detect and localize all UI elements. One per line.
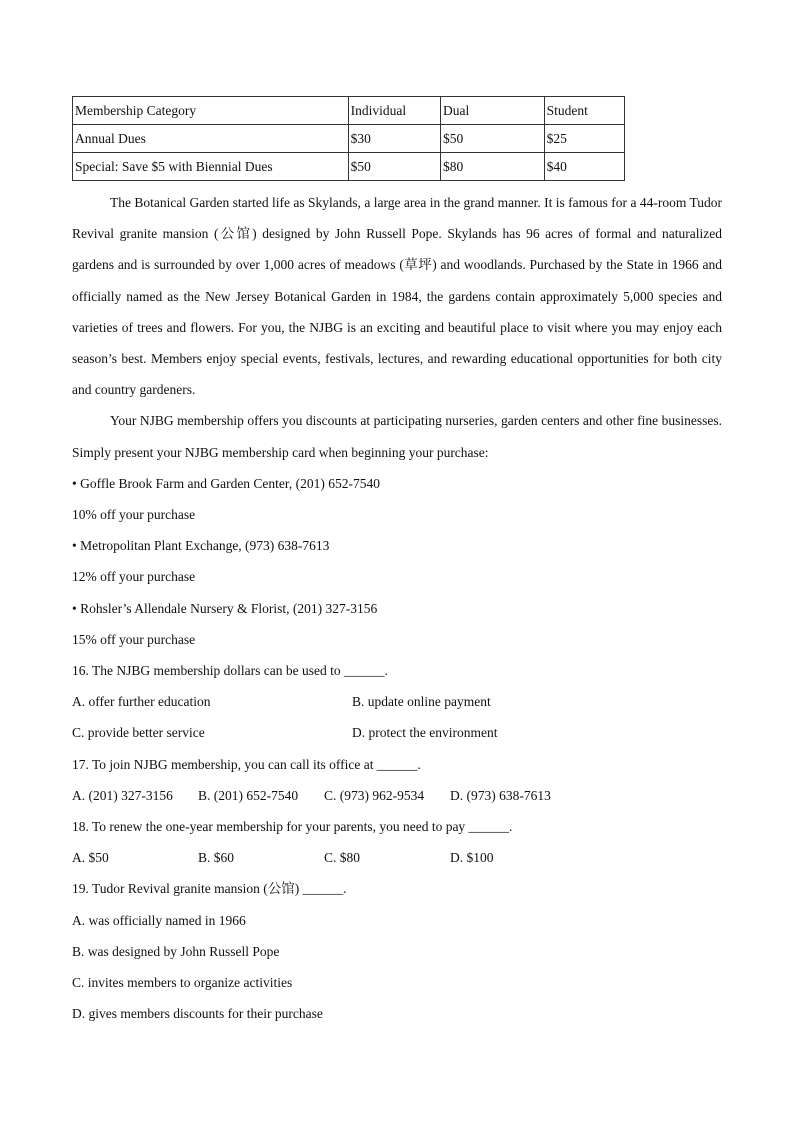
question-17-stem: 17. To join NJBG membership, you can call its office at ______. [72, 756, 421, 772]
passage-paragraph-1: The Botanical Garden started life as Skylands, a large area in the grand manner. It is famous for a 44-room Tudor Revival granite mansion (公馆) designed by John Russell Pope. Skylands has 96 acres of formal and naturalized gardens and is surrounded by over 1,000 acres of meadows (草坪) and woodlands. Purchased by the State in 1966 and officially named as the New Jersey Botanical Garden in 1984, the gardens contain approximately 5,000 species and varieties of trees and flowers. For you, the NJBG is an exciting and beautiful place to visit where you may enjoy each season’s best. Members enjoy special events, festivals, lectures, and rewarding educational opportunities for both city and country gardeners. [72, 195, 722, 398]
question-18-options [72, 842, 722, 873]
question-16-option-d: D. protect the environment [352, 725, 498, 741]
question-19-option-a: A. was officially named in 1966 [72, 912, 246, 928]
table-cell: Dual [441, 97, 545, 125]
table-cell: $25 [544, 125, 624, 153]
table-cell: Annual Dues [73, 125, 349, 153]
question-19-option-c: C. invites members to organize activities [72, 975, 293, 991]
question-18-option-c: C. $80 [324, 850, 361, 866]
discount-store-3: • Rohsler’s Allendale Nursery & Florist, (201) 327-3156 [72, 600, 378, 616]
question-17-option-a: A. (201) 327-3156 [72, 787, 173, 803]
document-page [72, 96, 722, 1029]
question-17-option-d: D. (973) 638-7613 [450, 787, 551, 803]
discount-offer-2: 12% off your purchase [72, 569, 196, 585]
question-16-option-c: C. provide better service [72, 725, 205, 741]
question-16-options-row-1 [72, 686, 722, 717]
table-cell: Student [544, 97, 624, 125]
discount-store-2: • Metropolitan Plant Exchange, (973) 638-7613 [72, 538, 330, 554]
discount-offer-1: 10% off your purchase [72, 507, 196, 523]
question-19-stem: 19. Tudor Revival granite mansion (公馆) ______. [72, 881, 347, 897]
question-16-option-a: A. offer further education [72, 694, 211, 710]
passage-paragraph-2: Your NJBG membership offers you discounts at participating nurseries, garden centers and other fine businesses. Simply present your NJBG membership card when beginning your purchase: [72, 413, 722, 460]
question-18-stem: 18. To renew the one-year membership for your parents, you need to pay ______. [72, 819, 513, 835]
table-row [73, 125, 625, 153]
table-cell: $30 [348, 125, 440, 153]
question-18-option-b: B. $60 [198, 850, 235, 866]
table-row [73, 97, 625, 125]
question-16-option-b: B. update online payment [352, 694, 491, 710]
table-cell: Membership Category [73, 97, 349, 125]
discount-store-1: • Goffle Brook Farm and Garden Center, (201) 652-7540 [72, 475, 380, 491]
question-17-option-b: B. (201) 652-7540 [198, 787, 299, 803]
question-18-option-a: A. $50 [72, 850, 109, 866]
question-16-stem: 16. The NJBG membership dollars can be used to ______. [72, 663, 388, 679]
table-cell: Special: Save $5 with Biennial Dues [73, 153, 349, 181]
table-cell: $50 [441, 125, 545, 153]
question-17-option-c: C. (973) 962-9534 [324, 787, 425, 803]
question-19-option-b: B. was designed by John Russell Pope [72, 943, 280, 959]
membership-fee-table [72, 96, 625, 181]
question-17-options [72, 780, 722, 811]
table-cell: $40 [544, 153, 624, 181]
table-cell: $80 [441, 153, 545, 181]
table-row [73, 153, 625, 181]
table-cell: Individual [348, 97, 440, 125]
question-16-options-row-2 [72, 717, 722, 748]
question-19-option-d: D. gives members discounts for their purchase [72, 1006, 323, 1022]
discount-offer-3: 15% off your purchase [72, 631, 196, 647]
question-18-option-d: D. $100 [450, 850, 494, 866]
table-cell: $50 [348, 153, 440, 181]
